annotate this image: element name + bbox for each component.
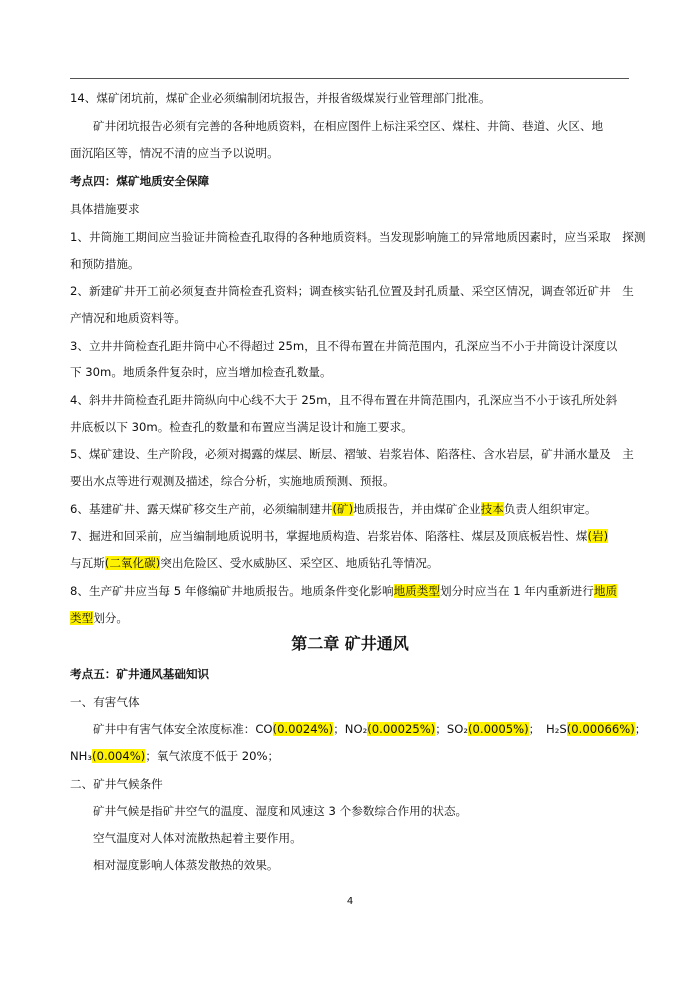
gas-text: ；氧气浓度不低于 20%；	[145, 749, 280, 763]
item-5-cont: 要出水点等进行观测及描述，综合分析，实施地质预测、预报。	[70, 474, 395, 488]
item-8-cont	[70, 610, 636, 626]
highlight-mark: (0.0024%)	[272, 722, 334, 736]
item-3-cont: 下 30m。地质条件复杂时，应当增加检查孔数量。	[70, 365, 332, 379]
header-rule	[70, 78, 629, 79]
subsection-harmful-gases: 一、有害气体	[70, 695, 140, 709]
highlight-mark: 类型	[70, 611, 94, 625]
highlight-mark: (0.004%)	[92, 749, 146, 763]
item-1-cont: 和预防措施。	[70, 257, 140, 271]
gas-text: ；	[634, 722, 647, 736]
gas-text: ；SO₂	[435, 722, 468, 736]
highlight-mark: (0.00025%)	[367, 722, 436, 736]
climate-definition: 矿井气候是指矿井空气的温度、湿度和风速这 3 个参数综合作用的状态。	[93, 804, 468, 818]
item-8-text-b: 划分时应当在 1 年内重新进行	[439, 584, 594, 598]
highlight-mark: (岩)	[587, 529, 609, 543]
item-4-cont: 井底板以下 30m。检查孔的数量和布置应当满足设计和施工要求。	[70, 420, 413, 434]
gas-text: ；NO₂	[333, 722, 368, 736]
section-heading-4: 考点四：煤矿地质安全保障	[70, 174, 210, 188]
highlight-mark: 地质	[593, 584, 618, 598]
gas-standards	[93, 721, 647, 737]
item-7	[70, 528, 636, 544]
item-7-text-b: 与瓦斯	[70, 556, 105, 570]
item-3: 3、立井井筒检查孔距井筒中心不得超过 25m，且不得布置在井筒范围内，孔深应当不小于井筒设计深度以	[70, 339, 618, 353]
item-4: 4、斜井井筒检查孔距井筒纵向中心线不大于 25m，且不得布置在井筒范围内，孔深应当不小于该孔所处斜	[70, 393, 618, 407]
gas-text: NH₃	[70, 749, 93, 763]
item-8-text-c: 划分。	[93, 611, 128, 625]
subsection-climate: 二、矿井气候条件	[70, 777, 163, 791]
chapter-title: 第二章 矿井通风	[291, 634, 409, 653]
section-heading-5: 考点五：矿井通风基础知识	[70, 667, 210, 681]
requirements-label: 具体措施要求	[70, 202, 140, 216]
paragraph-closure-report: 矿井闭坑报告必须有完善的各种地质资料，在相应图件上标注采空区、煤柱、井筒、巷道、火区、地	[93, 119, 604, 133]
highlight-mark: 技本	[480, 502, 504, 516]
highlight-mark: (二氧化碳)	[104, 556, 161, 570]
item-1: 1、井筒施工期间应当验证井筒检查孔取得的各种地质资料。当发现影响施工的异常地质因素时，应当采取 探测	[70, 230, 646, 244]
highlight-mark: (0.00066%)	[566, 722, 635, 736]
paragraph-14: 14、煤矿闭坑前，煤矿企业必须编制闭坑报告，并报省级煤炭行业管理部门批准。	[70, 91, 491, 105]
item-7-text-a: 7、掘进和回采前，应当编制地质说明书，掌握地质构造、岩浆岩体、陷落柱、煤层及顶底板岩性、煤	[70, 529, 588, 543]
item-7-cont	[70, 555, 636, 571]
climate-temperature: 空气温度对人体对流散热起着主要作用。	[93, 831, 302, 845]
highlight-mark: (0.0005%)	[467, 722, 529, 736]
item-6	[70, 501, 636, 517]
paragraph-closure-report-cont: 面沉陷区等，情况不清的应当予以说明。	[70, 146, 279, 160]
item-8	[70, 583, 636, 599]
item-7-text-c: 突出危险区、受水威胁区、采空区、地质钻孔等情况。	[160, 556, 439, 570]
page-number: 4	[346, 896, 354, 907]
item-2-cont: 产情况和地质资料等。	[70, 311, 186, 325]
gas-standards-cont	[70, 748, 636, 764]
highlight-mark: (矿)	[332, 502, 354, 516]
item-6-text-a: 6、基建矿井、露天煤矿移交生产前，必须编制建井	[70, 502, 333, 516]
climate-humidity: 相对湿度影响人体蒸发散热的效果。	[93, 858, 279, 872]
highlight-mark: 地质类型	[393, 584, 440, 598]
item-2: 2、新建矿井开工前必须复查井筒检查孔资料；调查核实钻孔位置及封孔质量、采空区情况，调查邻近矿井 生	[70, 284, 634, 298]
item-6-text-b: 地质报告，并由煤矿企业	[353, 502, 481, 516]
item-6-text-c: 负责人组织审定。	[503, 502, 597, 516]
gas-text: 矿井中有害气体安全浓度标准：CO	[93, 722, 273, 736]
gas-text: ； H₂S	[528, 722, 567, 736]
item-5: 5、煤矿建设、生产阶段，必须对揭露的煤层、断层、褶皱、岩浆岩体、陷落柱、含水岩层，矿井涌水量及 主	[70, 447, 634, 461]
item-8-text-a: 8、生产矿井应当每 5 年修编矿井地质报告。地质条件变化影响	[70, 584, 394, 598]
